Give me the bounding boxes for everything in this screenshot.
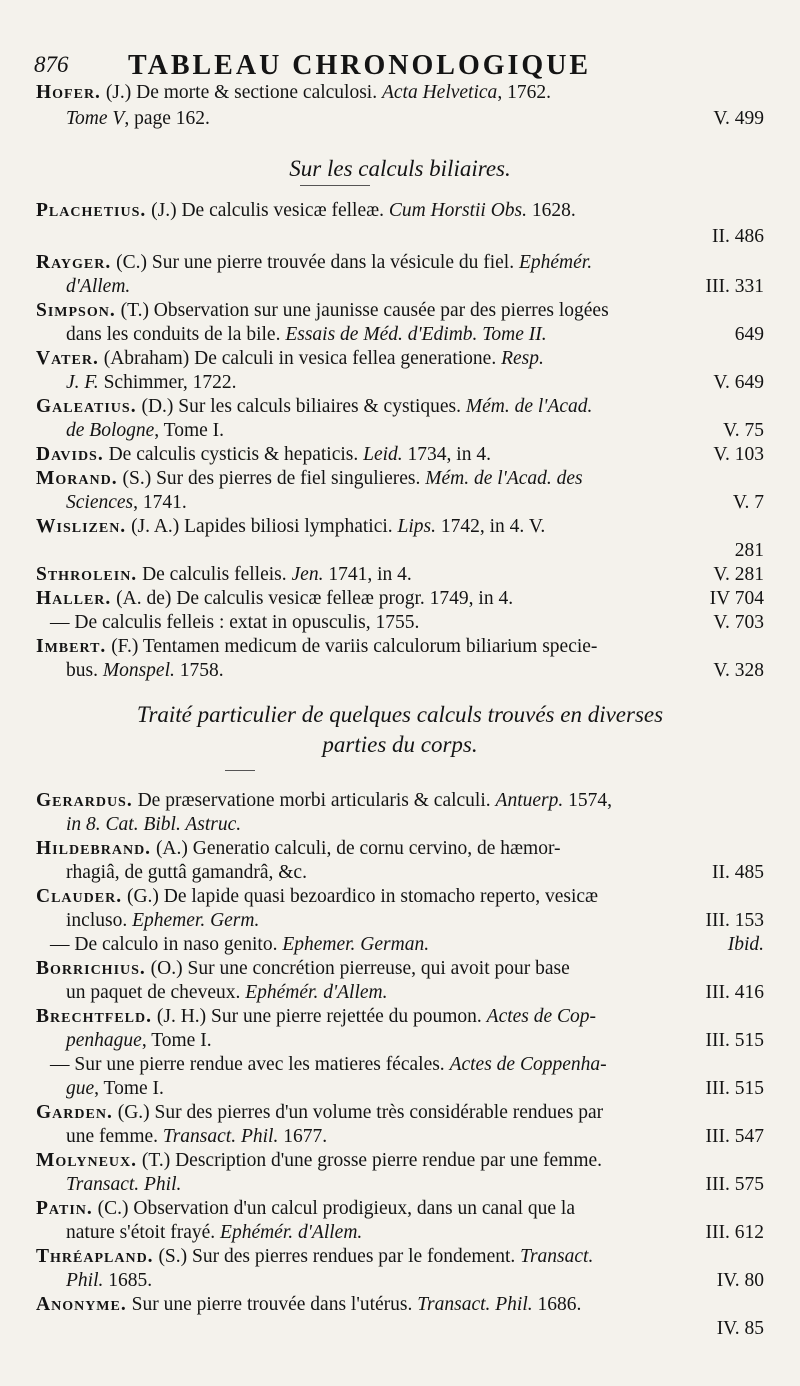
author-name: Thréapland. — [36, 1246, 154, 1267]
entry-source: Actes de Coppenha- — [449, 1054, 607, 1075]
volume-reference: II. 485 — [712, 862, 764, 883]
volume-reference: III. 575 — [705, 1174, 764, 1195]
bibliography-line — [36, 300, 764, 322]
volume-reference: V. 103 — [713, 444, 764, 465]
author-name: Imbert. — [36, 636, 107, 657]
page-number: 876 — [34, 52, 69, 77]
bibliography-line — [36, 934, 764, 956]
entry-text-end: 1574, — [563, 790, 612, 811]
entry-text-end: 1741, in 4. — [323, 564, 412, 585]
bibliography-line — [36, 660, 764, 682]
entry-text: (J. H.) Sur une pierre rejettée du poumon. — [152, 1006, 487, 1027]
entry-source: Resp. — [501, 348, 544, 369]
entry-text: (S.) Sur des pierres de fiel singulieres. — [117, 468, 426, 489]
entry-text: (J.) De morte & sectione calculosi. — [100, 82, 382, 103]
bibliography-line — [36, 636, 764, 658]
bibliography-line — [36, 1270, 764, 1292]
bibliography-line — [36, 814, 764, 836]
volume-reference: Ibid. — [727, 934, 764, 955]
volume-reference: III. 515 — [705, 1078, 764, 1099]
bibliography-line — [36, 82, 764, 104]
entry-text: un paquet de cheveux. — [66, 982, 246, 1003]
entry-text-end: 1734, in 4. — [402, 444, 491, 465]
volume-reference: V. 703 — [713, 612, 764, 633]
entry-text: (C.) Sur une pierre trouvée dans la vésicule du fiel. — [111, 252, 519, 273]
entry-source: d'Allem. — [66, 276, 131, 297]
bibliography-line — [36, 444, 764, 466]
entry-source: Ephémér. — [518, 252, 593, 273]
bibliography-line — [36, 1222, 764, 1244]
entry-text: dans les conduits de la bile. — [66, 324, 286, 345]
entry-text: (D.) Sur les calculs biliaires & cystiques. — [136, 396, 466, 417]
entry-text: Sur une pierre trouvée dans l'utérus. — [126, 1294, 418, 1315]
entry-source: J. F. — [66, 372, 99, 393]
bibliography-line — [36, 1126, 764, 1148]
entry-text: (C.) Observation d'un calcul prodigieux, dans un canal que la — [92, 1198, 575, 1219]
bibliography-line — [36, 372, 764, 394]
author-name: Molyneux. — [36, 1150, 138, 1171]
bibliography-line — [36, 886, 764, 908]
entry-source: Tome V — [66, 108, 125, 129]
entry-source: Jen. — [291, 564, 324, 585]
bibliography-line — [36, 862, 764, 884]
entry-text-end: 1677. — [278, 1126, 328, 1147]
volume-reference: III. 612 — [705, 1222, 764, 1243]
entry-text: (G.) De lapide quasi bezoardico in stomacho reperto, vesicæ — [122, 886, 599, 907]
bibliography-line — [36, 348, 764, 370]
bibliography-line — [36, 108, 764, 130]
entry-text: (T.) Observation sur une jaunisse causée par des pierres logées — [115, 300, 609, 321]
entry-source: Essais de Méd. d'Edimb. Tome II. — [285, 324, 547, 345]
author-name: Wislizen. — [36, 516, 127, 537]
author-name: Davids. — [36, 444, 104, 465]
entry-source: in 8. Cat. Bibl. Astruc. — [66, 814, 242, 835]
volume-reference: V. 328 — [713, 660, 764, 681]
entry-source: Transact. Phil. — [66, 1174, 182, 1195]
author-name: Patin. — [36, 1198, 93, 1219]
entry-source: Ephémér. d'Allem. — [220, 1222, 363, 1243]
bibliography-line — [36, 982, 764, 1004]
bibliography-line — [36, 1174, 764, 1196]
author-name: Anonyme. — [36, 1294, 127, 1315]
entry-text: De calculis cysticis & hepaticis. — [103, 444, 364, 465]
volume-reference: III. 515 — [705, 1030, 764, 1051]
volume-reference: III. 547 — [705, 1126, 764, 1147]
entry-text: rhagiâ, de guttâ gamandrâ, &c. — [66, 862, 307, 883]
entry-text: De calculis felleis. — [137, 564, 292, 585]
entry-source: Actes de Cop- — [486, 1006, 597, 1027]
entry-text: (A. de) De calculis vesicæ felleæ progr. 1749, in 4. — [111, 588, 514, 609]
bibliography-line — [36, 200, 764, 222]
section-rule — [300, 185, 370, 186]
entry-text-end: 1686. — [532, 1294, 582, 1315]
section-heading-particular-line1: Traité particulier de quelques calculs trouvés en diverses — [136, 702, 664, 727]
volume-reference: 649 — [734, 324, 764, 345]
volume-reference: V. 649 — [713, 372, 764, 393]
bibliography-line — [36, 790, 764, 812]
bibliography-line — [36, 1078, 764, 1100]
entry-text: (O.) Sur une concrétion pierreuse, qui avoit pour base — [145, 958, 570, 979]
bibliography-line — [36, 1030, 764, 1052]
author-name: Morand. — [36, 468, 118, 489]
entry-source: penhague — [66, 1030, 142, 1051]
entry-source: Leid. — [363, 444, 403, 465]
entry-text-end: 1685. — [103, 1270, 153, 1291]
section-heading-particular-line2: parties du corps. — [322, 732, 478, 757]
entry-text-end: , Tome I. — [154, 420, 225, 441]
author-name: Hildebrand. — [36, 838, 152, 859]
bibliography-line — [36, 396, 764, 418]
bibliography-line — [36, 468, 764, 490]
entry-text-end: Schimmer, 1722. — [98, 372, 237, 393]
bibliography-line — [36, 276, 764, 298]
author-name: Galeatius. — [36, 396, 137, 417]
entry-source: Sciences — [66, 492, 134, 513]
author-name: Hofer. — [36, 82, 101, 103]
entry-text-end: , 1762. — [497, 82, 551, 103]
entry-source: Ephémér. d'Allem. — [245, 982, 388, 1003]
volume-reference: 281 — [734, 540, 764, 561]
entry-text: — Sur une pierre rendue avec les matieres fécales. — [50, 1054, 450, 1075]
entry-text: une femme. — [66, 1126, 163, 1147]
author-name: Rayger. — [36, 252, 112, 273]
entry-text: (T.) Description d'une grosse pierre rendue par une femme. — [137, 1150, 603, 1171]
author-name: Simpson. — [36, 300, 116, 321]
entry-source: Mém. de l'Acad. des — [425, 468, 583, 489]
bibliography-line — [36, 1198, 764, 1220]
entry-source: de Bologne — [66, 420, 155, 441]
bibliography-line — [36, 958, 764, 980]
entry-text: (F.) Tentamen medicum de variis calculorum biliarium specie- — [106, 636, 598, 657]
entry-text: (G.) Sur des pierres d'un volume très considérable rendues par — [112, 1102, 604, 1123]
volume-reference: III. 331 — [705, 276, 764, 297]
entry-source: Acta Helvetica — [381, 82, 498, 103]
entry-source: Monspel. — [102, 660, 175, 681]
bibliography-line — [36, 612, 764, 634]
entry-text: (J.) De calculis vesicæ felleæ. — [146, 200, 389, 221]
author-name: Sthrolein. — [36, 564, 138, 585]
entry-source: gue — [66, 1078, 95, 1099]
bibliography-line — [36, 1006, 764, 1028]
entry-text: (S.) Sur des pierres rendues par le fondement. — [153, 1246, 521, 1267]
entry-text: (Abraham) De calculi in vesica fellea generatione. — [98, 348, 502, 369]
entry-text: De præservatione morbi articularis & calculi. — [132, 790, 496, 811]
volume-reference: V. 281 — [713, 564, 764, 585]
bibliography-line — [36, 588, 764, 610]
author-name: Vater. — [36, 348, 99, 369]
volume-reference: IV. 85 — [716, 1318, 764, 1339]
bibliography-line — [36, 324, 764, 346]
bibliography-line — [36, 1246, 764, 1268]
author-name: Garden. — [36, 1102, 113, 1123]
volume-reference: V. 75 — [723, 420, 764, 441]
volume-reference: V. 7 — [732, 492, 764, 513]
bibliography-line — [36, 492, 764, 514]
author-name: Clauder. — [36, 886, 123, 907]
entry-text-end: , page 162. — [124, 108, 210, 129]
entry-source: Antuerp. — [495, 790, 564, 811]
author-name: Brechtfeld. — [36, 1006, 153, 1027]
author-name: Plachetius. — [36, 200, 147, 221]
volume-reference: III. 153 — [705, 910, 764, 931]
volume-reference: III. 416 — [705, 982, 764, 1003]
bibliography-line — [36, 252, 764, 274]
entry-text-end: , Tome I. — [141, 1030, 212, 1051]
entry-source: Cum Horstii Obs. — [388, 200, 528, 221]
entry-text-end: , Tome I. — [94, 1078, 164, 1099]
bibliography-line — [36, 1102, 764, 1124]
bibliography-line — [36, 910, 764, 932]
entry-source: Transact. — [520, 1246, 594, 1267]
bibliography-line — [36, 1150, 764, 1172]
bibliography-line — [36, 838, 764, 860]
volume-reference: IV. 80 — [716, 1270, 764, 1291]
volume-reference: II. 486 — [712, 226, 764, 247]
running-title: TABLEAU CHRONOLOGIQUE — [128, 50, 592, 81]
section-rule — [225, 770, 255, 771]
author-name: Gerardus. — [36, 790, 133, 811]
entry-text: (J. A.) Lapides biliosi lymphatici. — [126, 516, 398, 537]
entry-text-end: , 1741. — [133, 492, 187, 513]
entry-text: — De calculo in naso genito. — [50, 934, 283, 955]
entry-source: Lips. — [397, 516, 437, 537]
author-name: Haller. — [36, 588, 112, 609]
entry-text-end: 1758. — [174, 660, 224, 681]
entry-text: nature s'étoit frayé. — [66, 1222, 221, 1243]
entry-text: — De calculis felleis : extat in opusculis, 1755. — [50, 612, 420, 633]
author-name: Borrichius. — [36, 958, 146, 979]
bibliography-line — [36, 1054, 764, 1076]
entry-text: bus. — [66, 660, 103, 681]
volume-reference: IV 704 — [709, 588, 764, 609]
volume-reference: V. 499 — [713, 108, 764, 129]
bibliography-line — [36, 516, 764, 538]
entry-text-end: 1628. — [527, 200, 576, 221]
entry-source: Ephemer. Germ. — [132, 910, 260, 931]
entry-source: Ephemer. German. — [282, 934, 430, 955]
bibliography-line — [36, 564, 764, 586]
entry-source: Transact. Phil. — [162, 1126, 279, 1147]
entry-source: Mém. de l'Acad. — [465, 396, 593, 417]
entry-source: Transact. Phil. — [417, 1294, 533, 1315]
entry-text: (A.) Generatio calculi, de cornu cervino, de hæmor- — [151, 838, 561, 859]
entry-source: Phil. — [66, 1270, 104, 1291]
entry-text: incluso. — [66, 910, 133, 931]
bibliography-line — [36, 420, 764, 442]
bibliography-line — [36, 1294, 764, 1316]
section-heading-biliary: Sur les calculs biliaires. — [289, 156, 511, 181]
entry-text-end: 1742, in 4. V. — [436, 516, 546, 537]
